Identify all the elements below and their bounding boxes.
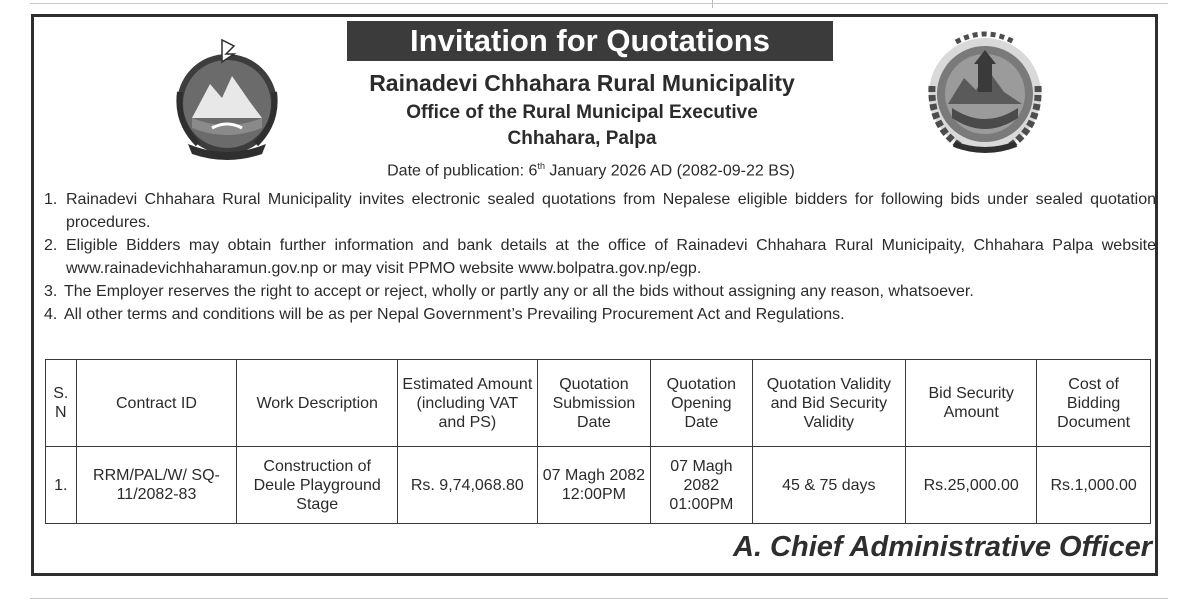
cell-sn: 1. bbox=[46, 447, 77, 524]
cell-estimated-amount: Rs. 9,74,068.80 bbox=[398, 447, 538, 524]
publication-date-ordinal: th bbox=[537, 161, 545, 171]
clause-number: 1. bbox=[44, 191, 58, 208]
clause-item bbox=[44, 188, 1156, 234]
header-validity: Quotation Validity and Bid Security Validity bbox=[752, 360, 906, 447]
header-estimated-amount: Estimated Amount (including VAT and PS) bbox=[398, 360, 538, 447]
cell-work-description: Construction of Deule Playground Stage bbox=[237, 447, 398, 524]
clause-number: 3. bbox=[44, 283, 58, 300]
bottom-rule bbox=[30, 598, 1168, 599]
header-work-description: Work Description bbox=[237, 360, 398, 447]
clause-item bbox=[44, 234, 1156, 280]
cell-submission-date: 07 Magh 2082 12:00PM bbox=[537, 447, 650, 524]
office-name: Office of the Rural Municipal Executive bbox=[406, 102, 758, 123]
cell-bidding-cost: Rs.1,000.00 bbox=[1037, 447, 1151, 524]
header-submission-date: Quotation Submission Date bbox=[537, 360, 650, 447]
header-contract-id: Contract ID bbox=[76, 360, 237, 447]
clause-item bbox=[44, 303, 1156, 326]
cell-bid-security: Rs.25,000.00 bbox=[906, 447, 1037, 524]
publication-date bbox=[0, 161, 1182, 180]
clause-number: 2. bbox=[44, 237, 58, 254]
table-row bbox=[46, 447, 1151, 524]
header-sn: S. N bbox=[46, 360, 77, 447]
clause-text: Eligible Bidders may obtain further information and bank details at the office of Rainadevi Chhahara Rural Municipaity, Chhahara Palpa website www.rainadevichhaharamun.gov.np or may visit PPMO website www.bolpatra.gov.np/egp. bbox=[66, 237, 1156, 277]
office-location: Chhahara, Palpa bbox=[507, 128, 657, 149]
clause-list bbox=[44, 188, 1156, 326]
header-opening-date: Quotation Opening Date bbox=[651, 360, 752, 447]
publication-date-suffix: January 2026 AD (2082-09-22 BS) bbox=[544, 162, 795, 180]
clause-text: All other terms and conditions will be as per Nepal Government’s Prevailing Procurement Act and Regulations. bbox=[64, 306, 845, 323]
cell-contract-id: RRM/PAL/W/ SQ-11/2082-83 bbox=[76, 447, 237, 524]
bids-table bbox=[45, 359, 1151, 524]
cell-validity: 45 & 75 days bbox=[752, 447, 906, 524]
clause-number: 4. bbox=[44, 306, 58, 323]
banner-title: Invitation for Quotations bbox=[347, 21, 833, 61]
clause-item bbox=[44, 280, 1156, 303]
header-bidding-cost: Cost of Bidding Document bbox=[1037, 360, 1151, 447]
publication-date-prefix: Date of publication: 6 bbox=[387, 162, 538, 180]
organization-name: Rainadevi Chhahara Rural Municipality bbox=[369, 70, 795, 96]
clause-text: Rainadevi Chhahara Rural Municipality invites electronic sealed quotations from Nepalese eligible bidders for following bids under sealed quotation procedures. bbox=[66, 191, 1156, 231]
top-tick bbox=[712, 0, 713, 8]
signoff-title: A. Chief Administrative Officer bbox=[733, 531, 1152, 563]
cell-opening-date: 07 Magh 2082 01:00PM bbox=[651, 447, 752, 524]
top-rule bbox=[30, 3, 1168, 4]
clause-text: The Employer reserves the right to accept or reject, wholly or partly any or all the bids without assigning any reason, whatsoever. bbox=[64, 283, 974, 300]
table-header-row bbox=[46, 360, 1151, 447]
header-bid-security: Bid Security Amount bbox=[906, 360, 1037, 447]
